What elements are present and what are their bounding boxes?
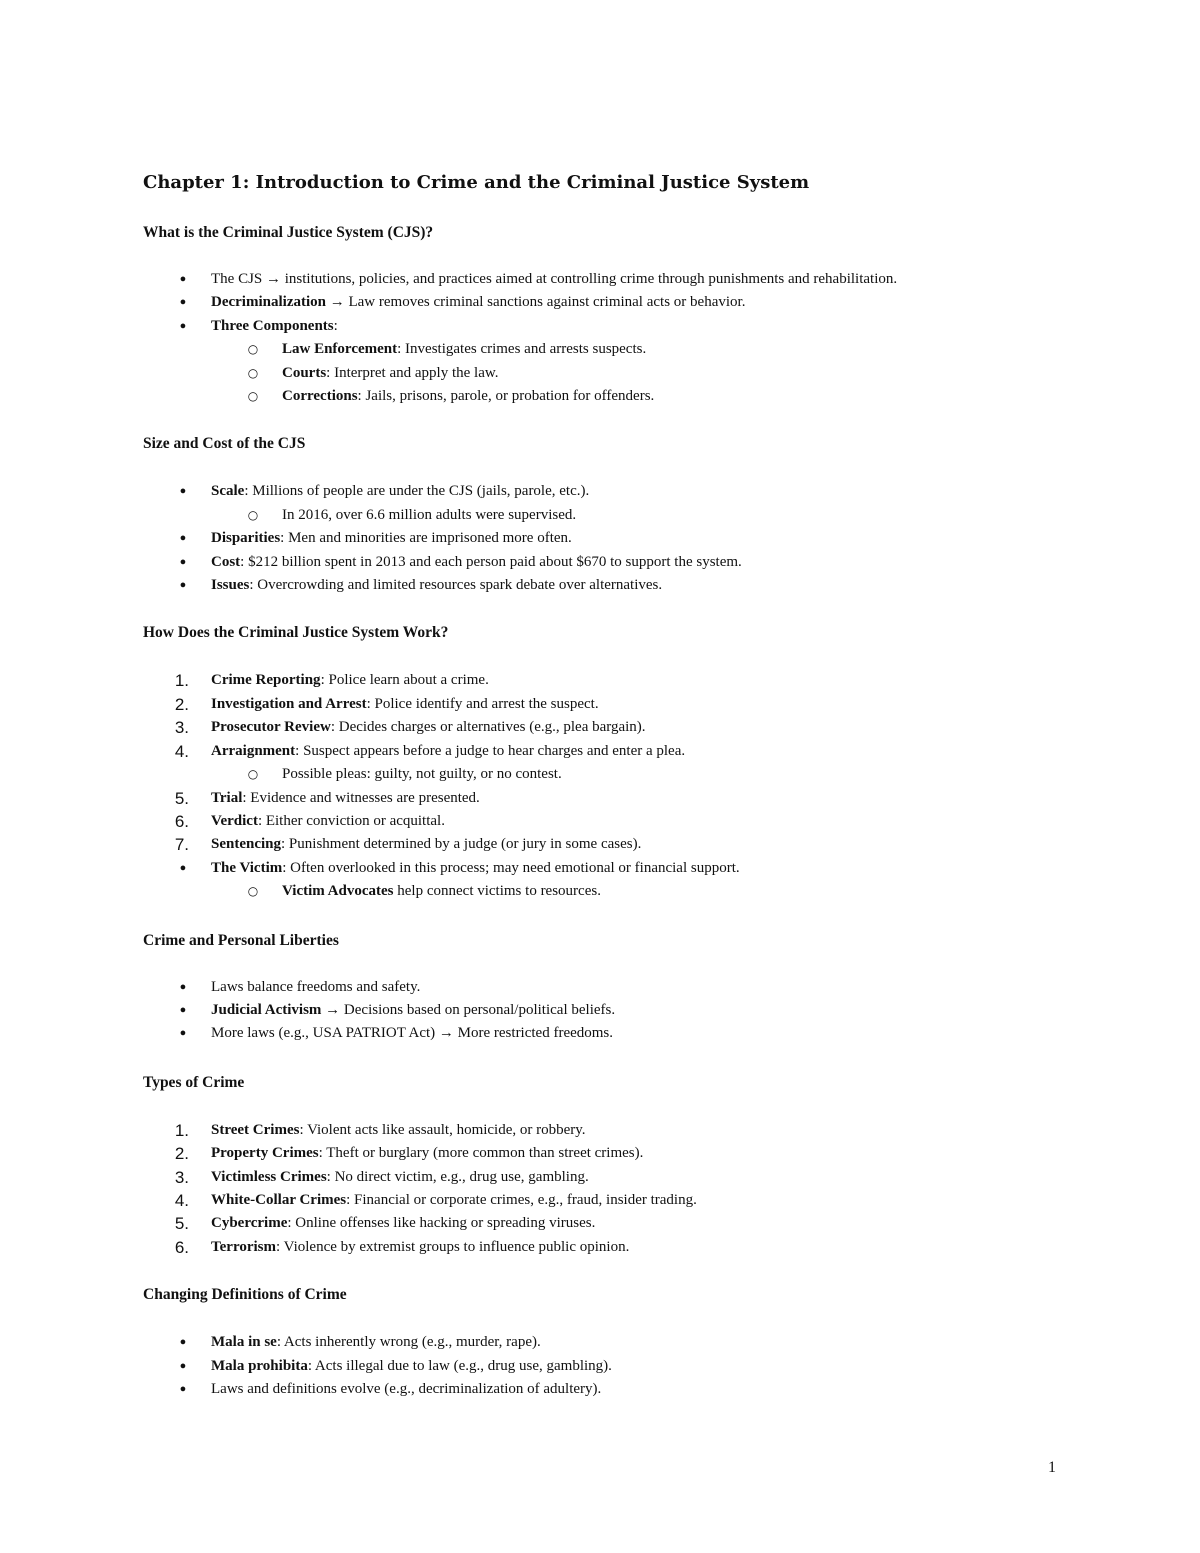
bullet-icon: ●: [179, 319, 187, 332]
list-item: ● The Victim: Often overlooked in this process; may need emotional or financial support.: [143, 857, 1103, 880]
section-heading: What is the Criminal Justice System (CJS)?: [143, 224, 434, 241]
bullet-list: [143, 268, 1103, 408]
list-item: ● Disparities: Men and minorities are imprisoned more often.: [143, 527, 1103, 550]
section-size-cost: [143, 434, 1103, 597]
list-item: ● The CJS → institutions, policies, and practices aimed at controlling crime through punishments and rehabilitation.: [143, 268, 1103, 291]
list-number: 1.: [174, 671, 189, 691]
section-heading: Crime and Personal Liberties: [143, 931, 339, 949]
bullet-icon: ●: [179, 861, 187, 874]
list-item: ● Laws balance freedoms and safety.: [143, 976, 1103, 999]
sub-list-item: ○ Corrections: Jails, prisons, parole, or probation for offenders.: [143, 385, 1103, 408]
list-number: 6.: [174, 1237, 189, 1257]
bullet-icon: ●: [179, 1027, 187, 1040]
section-how-cjs-works: [143, 623, 1103, 903]
sub-list-item: ○ Law Enforcement: Investigates crimes and arrests suspects.: [143, 338, 1103, 361]
list-item: ● More laws (e.g., USA PATRIOT Act) → More restricted freedoms.: [143, 1022, 1103, 1045]
hollow-bullet-icon: ○: [247, 507, 259, 522]
hollow-bullet-icon: ○: [247, 884, 259, 899]
bullet-list: [143, 480, 1103, 597]
list-number: 5.: [174, 788, 189, 808]
document-content: [143, 170, 1103, 1401]
sub-list-item: ○ Victim Advocates help connect victims to resources.: [143, 880, 1103, 903]
list-item: ● Mala in se: Acts inherently wrong (e.g., murder, rape).: [143, 1331, 1103, 1354]
sub-list-item: ○ In 2016, over 6.6 million adults were supervised.: [143, 504, 1103, 527]
bullet-icon: ●: [179, 555, 187, 568]
bullet-icon: ●: [179, 1003, 187, 1016]
section-heading: Size and Cost of the CJS: [143, 435, 306, 453]
list-item: ● Laws and definitions evolve (e.g., decriminalization of adultery).: [143, 1378, 1103, 1401]
list-item: ● Issues: Overcrowding and limited resources spark debate over alternatives.: [143, 574, 1103, 597]
bullet-icon: ●: [179, 532, 187, 545]
bullet-icon: ●: [179, 485, 187, 498]
list-item: ● Decriminalization → Law removes criminal sanctions against criminal acts or behavior.: [143, 291, 1103, 314]
list-item: 5. Trial: Evidence and witnesses are presented.: [143, 787, 1103, 810]
section-heading: Types of Crime: [143, 1073, 245, 1091]
list-item: 4. White-Collar Crimes: Financial or corporate crimes, e.g., fraud, insider trading.: [143, 1189, 1103, 1212]
list-number: 2.: [174, 1144, 189, 1164]
bullet-list: [143, 1331, 1103, 1401]
hollow-bullet-icon: ○: [247, 389, 259, 404]
list-number: 5.: [174, 1214, 189, 1234]
section-personal-liberties: [143, 931, 1103, 1046]
sub-list-item: ○ Courts: Interpret and apply the law.: [143, 362, 1103, 385]
bullet-icon: ●: [179, 1359, 187, 1372]
list-number: 3.: [174, 718, 189, 738]
numbered-list: [143, 1119, 1103, 1259]
list-number: 1.: [174, 1120, 189, 1140]
bullet-icon: ●: [179, 980, 187, 993]
list-number: 6.: [174, 811, 189, 831]
list-item: ● Judicial Activism → Decisions based on personal/political beliefs.: [143, 999, 1103, 1022]
list-item: 6. Verdict: Either conviction or acquittal.: [143, 810, 1103, 833]
bullet-list: [143, 976, 1103, 1046]
list-number: 7.: [174, 835, 189, 855]
list-item: 1. Crime Reporting: Police learn about a crime.: [143, 669, 1103, 692]
list-number: 4.: [174, 1190, 189, 1210]
bullet-icon: ●: [179, 273, 187, 285]
bullet-icon: ●: [179, 296, 187, 309]
list-item: 7. Sentencing: Punishment determined by a judge (or jury in some cases).: [143, 833, 1103, 856]
numbered-list: [143, 669, 1103, 903]
list-item: 6. Terrorism: Violence by extremist groups to influence public opinion.: [143, 1236, 1103, 1259]
page-number: 1: [1048, 1459, 1056, 1476]
list-item: 1. Street Crimes: Violent acts like assault, homicide, or robbery.: [143, 1119, 1103, 1142]
list-item: 3. Prosecutor Review: Decides charges or alternatives (e.g., plea bargain).: [143, 716, 1103, 739]
section-what-is-cjs: [143, 223, 1103, 408]
list-item: ● Three Components:: [143, 315, 1103, 338]
bullet-icon: ●: [179, 579, 187, 592]
hollow-bullet-icon: ○: [247, 767, 259, 782]
list-number: 2.: [174, 694, 189, 714]
bullet-icon: ●: [179, 1383, 187, 1395]
list-item: ● Scale: Millions of people are under the CJS (jails, parole, etc.).: [143, 480, 1103, 503]
list-item: ● Cost: $212 billion spent in 2013 and each person paid about $670 to support the system.: [143, 551, 1103, 574]
list-item: 3. Victimless Crimes: No direct victim, e.g., drug use, gambling.: [143, 1166, 1103, 1189]
chapter-title: Chapter 1: Introduction to Crime and the Criminal Justice System: [143, 172, 810, 193]
hollow-bullet-icon: ○: [247, 365, 259, 380]
list-item: ● Mala prohibita: Acts illegal due to law (e.g., drug use, gambling).: [143, 1355, 1103, 1378]
list-item: 4. Arraignment: Suspect appears before a judge to hear charges and enter a plea.: [143, 740, 1103, 763]
list-number: 4.: [174, 741, 189, 761]
section-types-of-crime: [143, 1073, 1103, 1259]
list-item: 5. Cybercrime: Online offenses like hacking or spreading viruses.: [143, 1212, 1103, 1235]
section-changing-definitions: [143, 1285, 1103, 1401]
section-heading: Changing Definitions of Crime: [143, 1286, 347, 1304]
section-heading: How Does the Criminal Justice System Work?: [143, 624, 449, 642]
list-item: 2. Investigation and Arrest: Police identify and arrest the suspect.: [143, 693, 1103, 716]
list-item: 2. Property Crimes: Theft or burglary (more common than street crimes).: [143, 1142, 1103, 1165]
hollow-bullet-icon: ○: [247, 342, 259, 357]
bullet-icon: ●: [179, 1336, 187, 1349]
sub-list-item: ○ Possible pleas: guilty, not guilty, or no contest.: [143, 763, 1103, 786]
list-number: 3.: [174, 1167, 189, 1187]
